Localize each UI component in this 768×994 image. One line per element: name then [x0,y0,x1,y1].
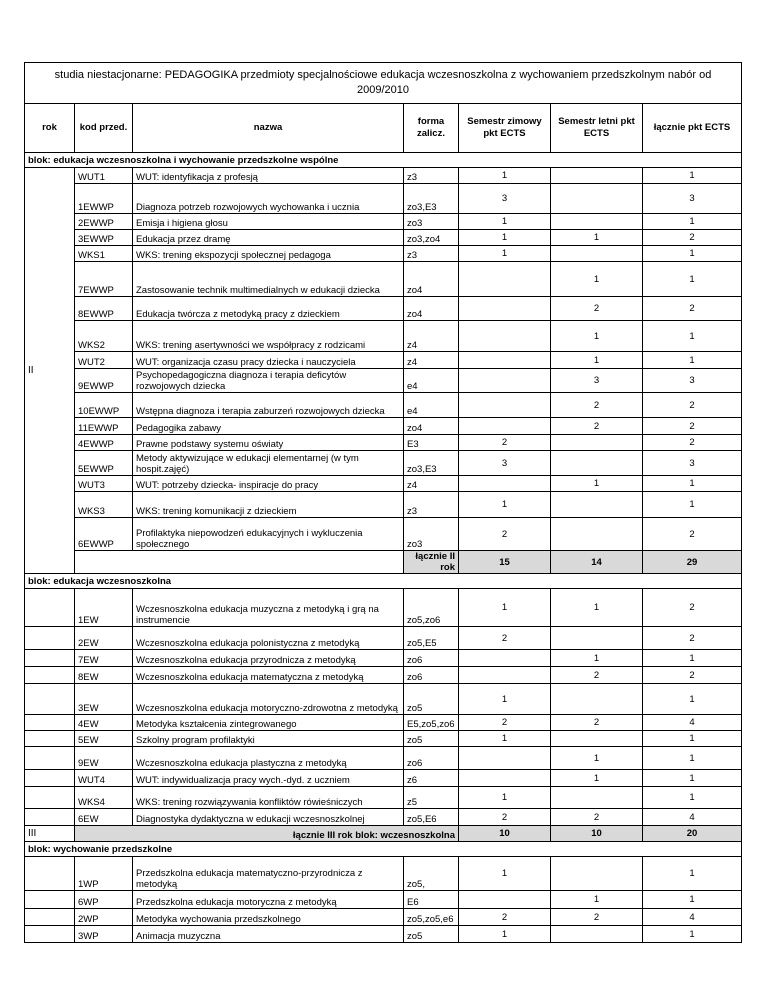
course-name: Przedszkolna edukacja matematyczno-przyrodnicza z metodyką [133,857,404,891]
summary-winter-ects: 10 [459,826,551,842]
header-kod: kod przed. [75,104,133,153]
summer-ects: 1 [551,321,643,352]
summer-ects: 1 [551,650,643,667]
winter-ects [459,393,551,418]
total-ects: 2 [643,297,742,321]
course-code: WUT3 [75,476,133,492]
course-code: 1EW [75,589,133,627]
year-cell [25,627,75,650]
year-cell [25,684,75,715]
table-row [25,770,742,787]
course-code: 4EW [75,715,133,731]
winter-ects [459,650,551,667]
course-name: Wczesnoszkolna edukacja motoryczno-zdrowotna z metodyką [133,684,404,715]
block-header-row [25,842,742,857]
course-name: WKS: trening rozwiązywania konfliktów rówieśniczych [133,787,404,809]
course-code: WKS2 [75,321,133,352]
winter-ects [459,418,551,435]
course-name: WUT: potrzeby dziecka- inspiracje do pracy [133,476,404,492]
winter-ects: 1 [459,926,551,943]
block-header-row [25,153,742,168]
assessment-form: zo5,E5 [404,627,459,650]
assessment-form: zo3 [404,518,459,551]
winter-ects: 1 [459,230,551,246]
summer-ects [551,246,643,262]
year-cell [25,809,75,826]
assessment-form: zo6 [404,667,459,684]
winter-ects: 3 [459,451,551,476]
course-name: Wstępna diagnoza i terapia zaburzeń rozwojowych dziecka [133,393,404,418]
year-cell [25,770,75,787]
course-code: 9EWWP [75,369,133,393]
winter-ects [459,297,551,321]
header-rok: rok [25,104,75,153]
course-code: 5EW [75,731,133,747]
summer-ects [551,627,643,650]
course-name: Szkolny program profilaktyki [133,731,404,747]
course-code: 6WP [75,891,133,909]
course-code: 4EWWP [75,435,133,451]
table-row [25,321,742,352]
table-row [25,731,742,747]
assessment-form: E3 [404,435,459,451]
summer-ects [551,168,643,184]
winter-ects [459,667,551,684]
year-cell [25,926,75,943]
winter-ects: 1 [459,492,551,518]
summer-ects: 1 [551,476,643,492]
table-row [25,809,742,826]
table-row [25,184,742,214]
total-ects: 1 [643,262,742,297]
course-code: WUT2 [75,352,133,369]
course-name: Wczesnoszkolna edukacja plastyczna z metodyką [133,747,404,770]
winter-ects [459,770,551,787]
table-row [25,168,742,184]
course-code: 1WP [75,857,133,891]
winter-ects: 2 [459,715,551,731]
table-row [25,684,742,715]
assessment-form: E5,zo5,zo6 [404,715,459,731]
course-name: Psychopedagogiczna diagnoza i terapia deficytów rozwojowych dziecka [133,369,404,393]
assessment-form: z3 [404,168,459,184]
course-code: 3EWWP [75,230,133,246]
year-cell [25,589,75,627]
total-ects: 1 [643,476,742,492]
total-ects: 1 [643,684,742,715]
assessment-form: z4 [404,321,459,352]
course-code: WKS3 [75,492,133,518]
summary-label: łącznie III rok blok: wczesnoszkolna [75,826,459,842]
course-name: Przedszkolna edukacja motoryczna z metodyką [133,891,404,909]
total-ects: 1 [643,650,742,667]
summer-ects [551,492,643,518]
year-cell [25,909,75,926]
course-name: Prawne podstawy systemu oświaty [133,435,404,451]
course-code: WKS1 [75,246,133,262]
summer-ects: 1 [551,891,643,909]
course-code: 2EWWP [75,214,133,230]
summary-summer-ects: 14 [551,551,643,574]
year-cell [25,715,75,731]
summary-spacer [75,551,404,574]
summer-ects: 3 [551,369,643,393]
assessment-form: zo5,zo6 [404,589,459,627]
course-code: 7EW [75,650,133,667]
summer-ects [551,214,643,230]
course-name: WUT: organizacja czasu pracy dziecka i nauczyciela [133,352,404,369]
table-row [25,492,742,518]
summer-ects [551,857,643,891]
table-row [25,926,742,943]
table-row [25,891,742,909]
table-row [25,747,742,770]
table-row [25,857,742,891]
assessment-form: z4 [404,352,459,369]
winter-ects [459,262,551,297]
assessment-form: zo5,zo5,e6 [404,909,459,926]
assessment-form: z6 [404,770,459,787]
course-name: WKS: trening ekspozycji społecznej pedagoga [133,246,404,262]
summer-ects [551,787,643,809]
total-ects: 3 [643,184,742,214]
summer-ects: 2 [551,393,643,418]
summer-ects [551,731,643,747]
summary-total-ects: 29 [643,551,742,574]
total-ects: 4 [643,809,742,826]
course-code: 6EW [75,809,133,826]
assessment-form: zo5,E6 [404,809,459,826]
winter-ects: 1 [459,246,551,262]
course-name: Emisja i higiena głosu [133,214,404,230]
winter-ects: 2 [459,435,551,451]
course-name: Wczesnoszkolna edukacja muzyczna z metodyką i grą na instrumencie [133,589,404,627]
summer-ects [551,684,643,715]
summer-ects [551,435,643,451]
summer-ects: 1 [551,747,643,770]
table-row [25,393,742,418]
total-ects: 1 [643,857,742,891]
summer-ects: 1 [551,589,643,627]
summer-ects: 2 [551,715,643,731]
summary-summer-ects: 10 [551,826,643,842]
winter-ects [459,321,551,352]
year-cell: III [25,826,75,842]
ects-table-sheet [24,62,741,943]
assessment-form: E6 [404,891,459,909]
ects-table [24,62,742,943]
course-name: Diagnoza potrzeb rozwojowych wychowanka i ucznia [133,184,404,214]
total-ects: 1 [643,321,742,352]
total-ects: 1 [643,214,742,230]
course-name: Metody aktywizujące w edukacji elementarnej (w tym hospit.zajęć) [133,451,404,476]
year-cell [25,667,75,684]
assessment-form: zo5 [404,684,459,715]
course-name: Edukacja przez dramę [133,230,404,246]
table-row [25,418,742,435]
total-ects: 1 [643,787,742,809]
summer-ects: 1 [551,230,643,246]
total-ects: 1 [643,492,742,518]
course-name: WKS: trening komunikacji z dzieckiem [133,492,404,518]
course-name: Metodyka wychowania przedszkolnego [133,909,404,926]
year-cell [25,650,75,667]
course-code: 6EWWP [75,518,133,551]
table-row [25,518,742,551]
summary-row [25,551,742,574]
course-name: Animacja muzyczna [133,926,404,943]
course-name: Profilaktyka niepowodzeń edukacyjnych i wykluczenia społecznego [133,518,404,551]
header-forma: forma zalicz. [404,104,459,153]
course-code: 7EWWP [75,262,133,297]
summer-ects [551,518,643,551]
winter-ects [459,476,551,492]
course-code: 2WP [75,909,133,926]
winter-ects [459,352,551,369]
total-ects: 4 [643,715,742,731]
winter-ects: 2 [459,809,551,826]
course-name: Diagnostyka dydaktyczna w edukacji wczesnoszkolnej [133,809,404,826]
course-code: 1EWWP [75,184,133,214]
table-row [25,230,742,246]
course-code: WUT1 [75,168,133,184]
winter-ects: 1 [459,787,551,809]
course-code: 11EWWP [75,418,133,435]
header-letni: Semestr letni pkt ECTS [551,104,643,153]
table-row [25,451,742,476]
assessment-form: zo6 [404,747,459,770]
assessment-form: zo5 [404,926,459,943]
year-cell [25,747,75,770]
summary-row [25,826,742,842]
table-row [25,352,742,369]
course-name: Metodyka kształcenia zintegrowanego [133,715,404,731]
year-cell: II [25,168,75,574]
total-ects: 4 [643,909,742,926]
total-ects: 2 [643,518,742,551]
assessment-form: zo4 [404,418,459,435]
winter-ects [459,369,551,393]
header-zimowy: Semestr zimowy pkt ECTS [459,104,551,153]
total-ects: 2 [643,435,742,451]
course-code: 3EW [75,684,133,715]
assessment-form: z5 [404,787,459,809]
summer-ects [551,184,643,214]
total-ects: 2 [643,230,742,246]
header-nazwa: nazwa [133,104,404,153]
total-ects: 1 [643,891,742,909]
table-row [25,627,742,650]
summer-ects: 2 [551,297,643,321]
year-cell [25,857,75,891]
assessment-form: zo3,zo4 [404,230,459,246]
total-ects: 1 [643,352,742,369]
table-row [25,262,742,297]
winter-ects [459,891,551,909]
table-row [25,435,742,451]
winter-ects: 1 [459,731,551,747]
block-title: blok: wychowanie przedszkolne [25,842,742,857]
total-ects: 2 [643,667,742,684]
course-name: Zastosowanie technik multimedialnych w edukacji dziecka [133,262,404,297]
course-code: 10EWWP [75,393,133,418]
winter-ects: 3 [459,184,551,214]
course-code: 8EWWP [75,297,133,321]
summary-label: łącznie II rok [404,551,459,574]
table-row [25,715,742,731]
course-code: WUT4 [75,770,133,787]
assessment-form: zo5, [404,857,459,891]
winter-ects: 1 [459,214,551,230]
winter-ects [459,747,551,770]
total-ects: 3 [643,451,742,476]
winter-ects: 1 [459,857,551,891]
assessment-form: e4 [404,369,459,393]
total-ects: 1 [643,246,742,262]
course-code: 9EW [75,747,133,770]
year-cell [25,891,75,909]
winter-ects: 2 [459,518,551,551]
summer-ects: 2 [551,809,643,826]
table-row [25,787,742,809]
table-row [25,667,742,684]
course-name: WUT: indywidualizacja pracy wych.-dyd. z uczniem [133,770,404,787]
total-ects: 1 [643,926,742,943]
winter-ects: 2 [459,909,551,926]
course-code: 5EWWP [75,451,133,476]
total-ects: 2 [643,589,742,627]
table-row [25,650,742,667]
course-name: Edukacja twórcza z metodyką pracy z dzieckiem [133,297,404,321]
winter-ects: 1 [459,589,551,627]
assessment-form: zo3,E3 [404,451,459,476]
table-row [25,589,742,627]
course-name: Pedagogika zabawy [133,418,404,435]
assessment-form: z3 [404,492,459,518]
summer-ects: 1 [551,262,643,297]
table-row [25,246,742,262]
assessment-form: zo5 [404,731,459,747]
summer-ects: 2 [551,418,643,435]
course-code: 8EW [75,667,133,684]
summer-ects: 2 [551,909,643,926]
total-ects: 1 [643,747,742,770]
year-cell [25,731,75,747]
course-name: Wczesnoszkolna edukacja polonistyczna z metodyką [133,627,404,650]
course-code: 3WP [75,926,133,943]
total-ects: 2 [643,418,742,435]
block-header-row [25,574,742,589]
table-row [25,214,742,230]
summer-ects: 1 [551,770,643,787]
assessment-form: z4 [404,476,459,492]
course-name: WKS: trening asertywności we współpracy z rodzicami [133,321,404,352]
header-lacznie: łącznie pkt ECTS [643,104,742,153]
document-title: studia niestacjonarne: PEDAGOGIKA przedmioty specjalnościowe edukacja wczesnoszkolna z wychowaniem przedszkolnym nabór od 2009/2010 [25,63,742,104]
header-row [25,104,742,153]
summer-ects [551,451,643,476]
year-cell [25,787,75,809]
table-row [25,369,742,393]
assessment-form: z3 [404,246,459,262]
total-ects: 1 [643,168,742,184]
total-ects: 1 [643,770,742,787]
assessment-form: zo3 [404,214,459,230]
course-code: 2EW [75,627,133,650]
total-ects: 1 [643,731,742,747]
table-row [25,297,742,321]
course-name: Wczesnoszkolna edukacja przyrodnicza z metodyką [133,650,404,667]
winter-ects: 1 [459,684,551,715]
table-row [25,476,742,492]
assessment-form: zo3,E3 [404,184,459,214]
summer-ects: 2 [551,667,643,684]
summer-ects [551,926,643,943]
course-name: Wczesnoszkolna edukacja matematyczna z metodyką [133,667,404,684]
total-ects: 3 [643,369,742,393]
table-row [25,909,742,926]
total-ects: 2 [643,627,742,650]
total-ects: 2 [643,393,742,418]
assessment-form: zo6 [404,650,459,667]
assessment-form: e4 [404,393,459,418]
course-code: WKS4 [75,787,133,809]
winter-ects: 2 [459,627,551,650]
assessment-form: zo4 [404,262,459,297]
assessment-form: zo4 [404,297,459,321]
block-title: blok: edukacja wczesnoszkolna i wychowanie przedszkolne wspólne [25,153,742,168]
summary-winter-ects: 15 [459,551,551,574]
summer-ects: 1 [551,352,643,369]
course-name: WUT: identyfikacja z profesją [133,168,404,184]
winter-ects: 1 [459,168,551,184]
block-title: blok: edukacja wczesnoszkolna [25,574,742,589]
summary-total-ects: 20 [643,826,742,842]
